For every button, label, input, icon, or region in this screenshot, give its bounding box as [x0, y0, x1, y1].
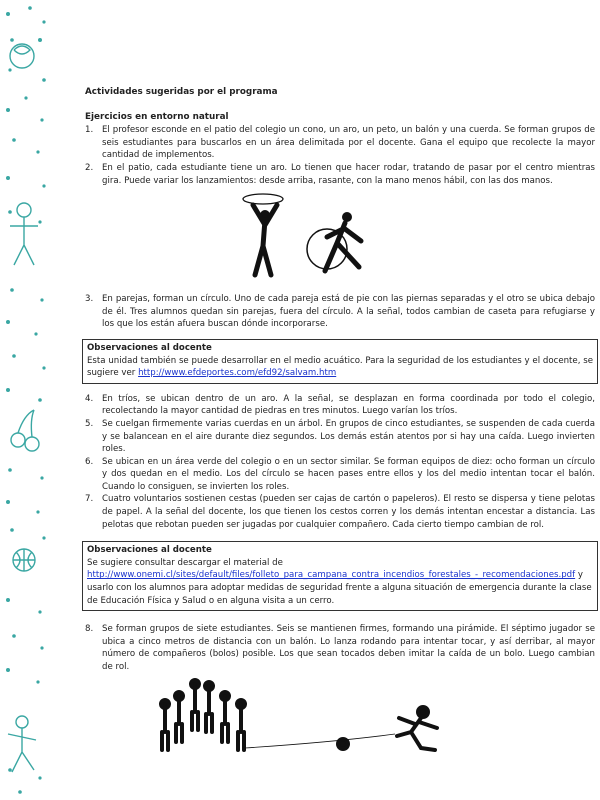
item-text: Se cuelgan firmemente varias cuerdas en un árbol. En grupos de cinco estudiantes, se suspenden de cada cuerda y se balancean en el aire durante diez segundos. Los demás están atentos por si hay una caída. Luego invierten roles. [102, 418, 595, 455]
bowling-illustration [85, 678, 595, 758]
item-number: 2. [85, 162, 94, 173]
item-text: En parejas, forman un círculo. Uno de cada pareja está de pie con las piernas separadas y el otro se ubica debajo de él. Tres alumnos quedan sin parejas, fuera del círculo. A la señal, todos cambian de caseta para refugiarse y los que los están afuera buscan dónde incorporarse. [102, 294, 595, 330]
teacher-notes-heading: Observaciones al docente [87, 545, 212, 556]
child-figure-icon [10, 217, 38, 265]
section-subtitle: Ejercicios en entorno natural [85, 111, 229, 122]
teacher-notes-heading: Observaciones al docente [87, 342, 212, 353]
list-item [85, 124, 595, 162]
list-item [85, 493, 595, 531]
teacher-notes-box-1 [82, 339, 598, 384]
document-body [85, 86, 595, 758]
onemi-link[interactable]: http://www.onemi.cl/sites/default/files/folleto_para_campana_contra_incendios_forestales_-_recomendaciones.pdf [87, 570, 576, 581]
item-text: El profesor esconde en el patio del colegio un cono, un aro, un peto, un balón y una cuerda. Se forman grupos de seis estudiantes para buscarlos en un área delimitada por el docente. Gana el equipo que recolecte la mayor cantidad de implementos. [102, 125, 595, 161]
item-text: Cuatro voluntarios sostienen cestas (pueden ser cajas de cartón o papeleros). El resto se dispersa y tiene pelotas de papel. A la señal del docente, los que tienen los cestos corren y los demás intentan encestar a distancia. Las pelotas que rebotan pueden ser jugadas por cualquier compañero. Cada cierto tiempo cambian de rol. [102, 494, 595, 530]
item-number: 3. [85, 294, 94, 305]
efdeportes-link[interactable]: http://www.efdeportes.com/efd92/salvam.htm [138, 368, 337, 379]
item-text: En el patio, cada estudiante tiene un aro. Lo tienen que hacer rodar, tratando de pasar por el centro mientras gira. Puede variar los lanzamientos: desde arriba, rasante, con la mano menos hábil, con las dos manos. [102, 162, 595, 186]
item-number: 7. [85, 494, 94, 505]
cherry-icon [11, 433, 25, 447]
bowling-players-image [145, 678, 505, 758]
teacher-notes-text [87, 355, 593, 380]
list-item [85, 393, 595, 418]
item-number: 8. [85, 624, 94, 635]
list-item [85, 623, 595, 673]
flower-petal-icon [14, 46, 30, 54]
hoop-players-image [235, 191, 385, 279]
item-text: Se ubican en un área verde del colegio o en un sector similar. Se forman equipos de diez: ocho forman un círculo y dos quedan en el medio. Los del círculo se hacen pases entre ellos y los del medio intentan tocar el balón. Cuando lo consiguen, se invierten los roles. [102, 456, 595, 492]
teacher-notes-box-2 [82, 541, 598, 611]
item-number: 1. [85, 125, 94, 136]
activity-list-b [85, 393, 595, 532]
margin-illustrations [8, 44, 39, 772]
activity-list-a [85, 124, 595, 187]
activity-list-item3 [85, 293, 595, 331]
list-item [85, 162, 595, 187]
hoop-illustration [85, 191, 595, 279]
page-title: Actividades sugeridas por el programa [85, 87, 278, 97]
activity-list-item8 [85, 623, 595, 673]
item-number: 6. [85, 456, 94, 467]
teacher-notes-body: Esta unidad también se puede desarrollar en el medio acuático. Para la seguridad de los estudiantes y el docente, se sugiere ver [87, 355, 593, 379]
item-text: Se forman grupos de siete estudiantes. Seis se mantienen firmes, formando una pirámide. El séptimo jugador se ubica a cinco metros de distancia con un balón. Lo lanza rodando para intentar tocar, y así derribar, al mayor número de compañeros (bolos) posible. Los que sean tocados deben imitar la caída de un bolo. Luego cambian de rol. [102, 624, 595, 672]
list-item [85, 418, 595, 456]
teacher-notes-body: y usarlo con los alumnos para adoptar medidas de seguridad frente a alguna situación de emergencia durante la clase de Educación Física y Salud o en alguna visita a un cerro. [87, 570, 592, 606]
list-item [85, 456, 595, 494]
margin-dots [6, 6, 46, 794]
runner-figure-icon [8, 728, 36, 772]
flower-icon [10, 44, 34, 68]
item-number: 5. [85, 418, 94, 429]
runner-figure-head-icon [16, 716, 28, 728]
item-text: En tríos, se ubican dentro de un aro. A la señal, se desplazan en forma coordinada por todo el colegio, recolectando la mayor cantidad de piedras en tres minutos. Luego varían los tríos. [102, 393, 595, 417]
teacher-notes-text-link [87, 569, 593, 607]
child-figure-head-icon [17, 203, 31, 217]
decorative-margin [0, 0, 80, 800]
teacher-notes-text: Se sugiere consultar descargar el material de [87, 557, 283, 568]
item-number: 4. [85, 393, 94, 404]
list-item [85, 293, 595, 331]
